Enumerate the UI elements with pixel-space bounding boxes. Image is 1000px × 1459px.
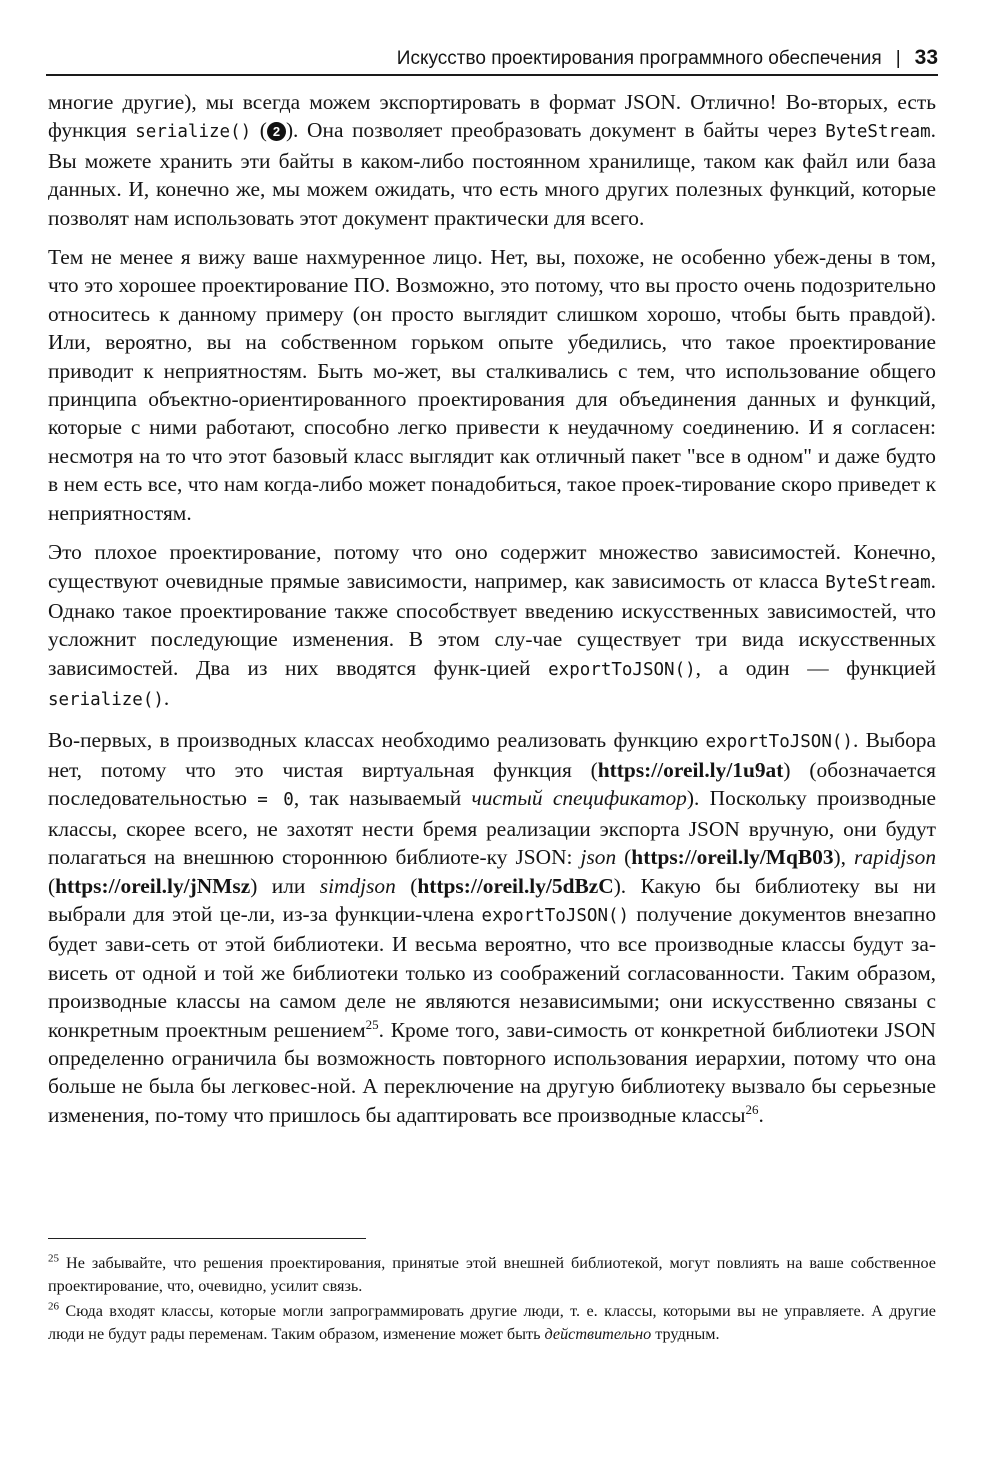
running-header xyxy=(46,36,938,76)
text-run: ). Она позволяет преобразовать документ в байты через xyxy=(285,118,826,143)
code-exporttojson: exportToJSON() xyxy=(481,905,630,926)
link-rapidjson[interactable]: https://oreil.ly/jNMsz xyxy=(55,873,251,898)
code-bytestream: ByteStream xyxy=(825,572,931,593)
italic-term: чистый спецификатор xyxy=(471,786,687,811)
code-serialize: serialize() xyxy=(135,122,252,143)
text-run: ) или xyxy=(250,873,320,898)
text-run: ) (обозначается последовательностью xyxy=(48,757,936,811)
footnote-divider xyxy=(48,1238,366,1239)
footnote-text: Сюда входят классы, которые могли запрограммировать другие люди, т. е. классы, которыми вы не управляете. А другие люди не будут рады переменам. Таким образом, изменение может быть xyxy=(48,1302,936,1343)
text-run: . Выбора нет, потому что это чистая виртуальная функция ( xyxy=(48,727,936,782)
footnote-number: 26 xyxy=(48,1300,59,1313)
italic-lib-rapidjson: rapidjson xyxy=(854,845,937,870)
header-separator: | xyxy=(895,48,901,69)
footnote-number: 25 xyxy=(48,1252,59,1265)
code-bytestream: ByteStream xyxy=(825,122,931,143)
text-run: ( xyxy=(616,845,632,870)
code-eq-zero: = 0 xyxy=(257,790,294,811)
footnote-emphasis: действительно xyxy=(544,1324,652,1343)
paragraph-3 xyxy=(48,538,936,714)
text-run: ( xyxy=(251,118,267,143)
footnote-ref-25[interactable]: 25 xyxy=(365,1016,379,1032)
text-run: . Однако такое проектирование также способствует введению искусственных зависимостей, что усложнит последующие изменения. В этом слу-чае существует три вида искусственных зависимостей. Два из них вводятся функ-цией xyxy=(48,568,936,680)
link-pure-virtual[interactable]: https://oreil.ly/1u9at xyxy=(597,757,784,782)
footnote-text: Не забывайте, что решения проектирования, принятые этой внешней библиотекой, могут повлиять на ваше собственное проектирование, что, очевидно, усилит связь. xyxy=(48,1254,936,1295)
text-run: Во-первых, в производных классах необходимо реализовать функцию xyxy=(48,727,706,752)
body-text xyxy=(48,88,936,1140)
text-run: ). Какую бы библиотеку вы ни выбрали для этой це-ли, из-за функции-члена xyxy=(48,873,936,926)
paragraph-1 xyxy=(48,88,936,232)
text-run: . Кроме того, зави-симость от конкретной библиотеки JSON определенно ограничила бы возможность повторного использования иерархии, потому что она больше не была бы легковес-ной. А переключение на другую библиотеку вызвало бы серьезные изменения, по-тому что пришлось бы адаптировать все производные классы xyxy=(48,1017,936,1127)
footnotes xyxy=(48,1252,936,1348)
text-run: , а один — функцией xyxy=(695,655,936,680)
code-exporttojson: exportToJSON() xyxy=(705,731,853,752)
paragraph-2: Тем не менее я вижу ваше нахмуренное лицо. Нет, вы, похоже, не особенно убеж-дены в том, что это хорошее проектирование ПО. Возможно, это потому, что вы просто очень подозрительно относитесь к данному примеру (он просто выглядит слишком хорошо, чтобы быть правдой). Или, вероятно, вы на собственном горьком опыте убедились, что такое проектирование приводит к неприятностям. Быть мо-жет, вы сталкивались с тем, что использование общего принципа объектно-ориентированного проектирования для объединения данных и функций, которые с ними работают, способно легко привести к неудачному соединению. И я согласен: несмотря на то что этот базовый класс выглядит как отличный пакет "все в одном" и даже будто в нем есть все, что нам когда-либо может понадобиться, такое проек-тирование скоро приведет к неприятностям. xyxy=(48,245,936,525)
code-serialize: serialize() xyxy=(48,690,164,711)
link-json[interactable]: https://oreil.ly/MqB03 xyxy=(631,845,834,870)
text-run: ), xyxy=(833,845,854,870)
text-run: ). Поскольку производные классы, скорее всего, не захотят нести бремя реализации экспорта JSON вручную, они будут полагаться на внешнюю стороннюю библиоте-ку JSON: xyxy=(48,786,937,870)
header-title: Искусство проектирования программного обеспечения xyxy=(396,48,882,69)
text-run: Это плохое проектирование, потому что оно содержит множество зависимостей. Конечно, существуют очевидные прямые зависимости, например, как зависимость от класса xyxy=(48,540,936,593)
text-run: ( xyxy=(48,873,56,898)
text-run: . xyxy=(163,686,170,711)
footnote-26 xyxy=(48,1300,936,1345)
text-run: ( xyxy=(395,873,418,898)
footnote-text: трудным. xyxy=(651,1324,720,1343)
page-number: 33 xyxy=(914,46,938,69)
footnote-25 xyxy=(48,1252,936,1297)
footnote-ref-26[interactable]: 26 xyxy=(745,1101,759,1117)
link-simdjson[interactable]: https://oreil.ly/5dBzC xyxy=(417,873,614,898)
callout-marker-icon: 2 xyxy=(267,122,286,141)
paragraph-4 xyxy=(48,726,936,1130)
text-run: , так называемый xyxy=(293,786,472,811)
text-run: . Вы можете хранить эти байты в каком-либо постоянном хранилище, таком как файл или база данных. И, конечно же, мы можем ожидать, что есть много других полезных функций, которые позволят нам использовать этот документ практически для всего. xyxy=(48,118,936,230)
text-run: получение документов внезапно будет зави-сеть от этой библиотеки. И весьма вероятно, что все производные классы будут за-висеть от одной и той же библиотеки только из соображений согласованности. Таким образом, производные классы на самом деле не являются независимыми; они искусственно связаны с конкретным проектным решением xyxy=(48,901,937,1042)
italic-lib-json: json xyxy=(580,845,617,870)
italic-lib-simdjson: simdjson xyxy=(319,873,396,898)
text-run: . xyxy=(758,1102,764,1127)
text-run: многие другие), мы всегда можем экспортировать в формат JSON. Отлично! Во-вторых, есть функция xyxy=(48,90,936,143)
code-exporttojson: exportToJSON() xyxy=(548,659,696,680)
